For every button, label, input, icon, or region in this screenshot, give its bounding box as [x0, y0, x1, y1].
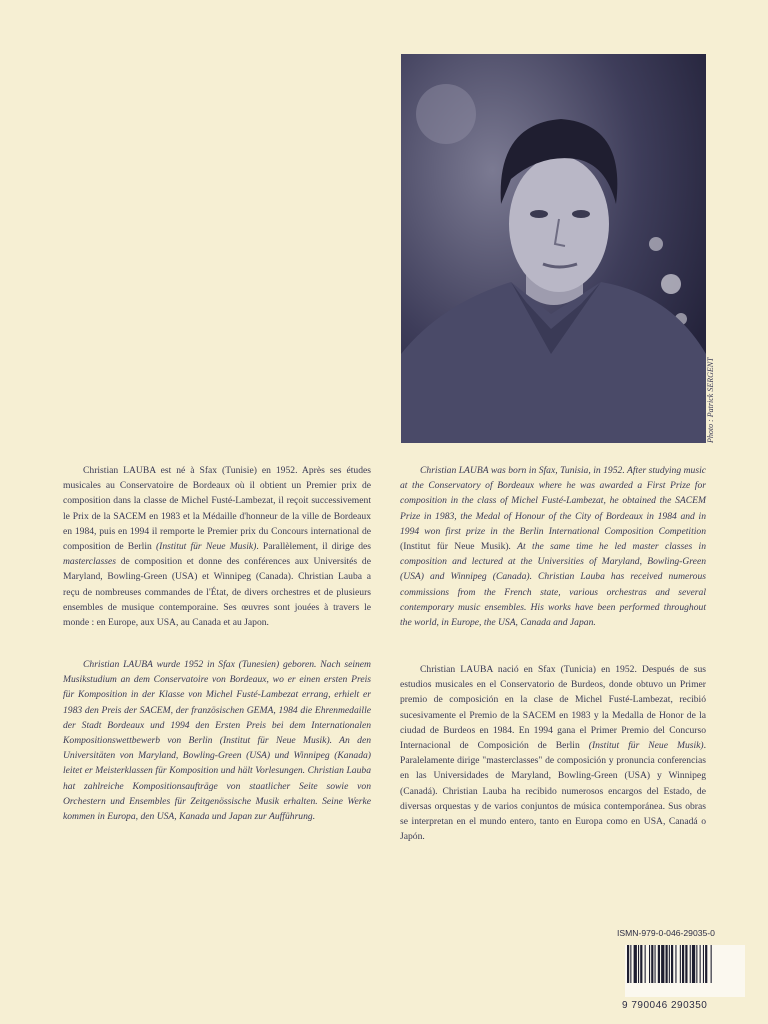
- barcode-bar: [692, 945, 695, 983]
- ismn-number: ISMN-979-0-046-29035-0: [617, 928, 715, 938]
- biography-spanish: [400, 662, 706, 844]
- bio-es-institute: (Institut für Neue Musik): [588, 740, 704, 752]
- barcode-bar: [627, 945, 629, 983]
- barcode-bar: [705, 945, 707, 983]
- bio-es-text-2: . Paralelamente dirige "masterclasses" de composición y pronuncia conferencias en las Universidades de Maryland, Bowling-Green (USA) y Winnipeg (Canadá). Christian Lauba ha recibido numerosos encargos del Estado, de diversas orquestas y de varios conjuntos de música contemporánea. Sus obras se interpretan en el mundo entero, tanto en Europa como en USA, Canadá o Japón.: [400, 740, 707, 843]
- biography-english-text: [400, 463, 706, 630]
- composer-portrait-photo: [401, 54, 706, 443]
- barcode-bar: [711, 945, 712, 983]
- biography-german-text: Christian LAUBA wurde 1952 in Sfax (Tunesien) geboren. Nach seinem Musikstudium an dem Conservatoire von Bordeaux, wo er einen ersten Preis für Komposition in der Klasse von Michel Fusté-Lambezat errang, erhielt er 1983 den Preis der SACEM, der französischen GEMA, 1984 die Ehrenmedaille der Stadt Bordeaux und 1994 den Ersten Preis bei dem Internationalen Kompositionswettbewerb von Berlin (Institut für Neue Musik). An den Universitäten von Maryland, Bowling-Green (USA) und Winnipeg (Kanada) leitet er Meisterklassen für Komposition und hält Vorlesungen. Christian Lauba hat zahlreiche Kompositionsaufträge von staatlicher Seite sowie von Orchestern und Ensembles für Zeitgenössische Musik erhalten. Seine Werke kommen in Europa, den USA, Kanada und Japan zur Aufführung.: [63, 659, 371, 823]
- bio-fr-masterclasses: masterclasses: [63, 556, 116, 568]
- barcode: [625, 945, 745, 997]
- biography-german: [63, 657, 371, 824]
- portrait-illustration: [401, 54, 706, 443]
- barcode-bar: [655, 945, 656, 983]
- barcode-bar: [651, 945, 653, 983]
- barcode-bar: [649, 945, 650, 983]
- barcode-bar: [666, 945, 668, 983]
- barcode-bar: [700, 945, 701, 983]
- photo-credit: Photo : Patrick SERGENT: [706, 357, 715, 443]
- barcode-bar: [685, 945, 687, 983]
- barcode-bar: [645, 945, 646, 983]
- bio-fr-text-3: de composition et donne des conférences aux Universités de Maryland, Bowling-Green (USA) et Winnipeg (Canada). Christian Lauba a reçu de nombreuses commandes de l'État, de divers orchestres et de plusieurs ensembles de musique contemporaine. Ses œuvres sont jouées à travers le monde : en Europe, aux USA, au Canada et au Japon.: [63, 556, 371, 629]
- bio-en-institute: (Institut für Neue Musik): [400, 541, 509, 553]
- biography-french: [63, 463, 371, 630]
- barcode-bar: [658, 945, 660, 983]
- barcode-bar: [682, 945, 684, 983]
- bio-en-text-2: . At the same time he led master classes in composition and lectured at the Universities of Maryland, Bowling-Green (USA) and Winnipeg (Canada). Christian Lauba has received numerous commissions from the French state, various orchestras and several contemporary music ensembles. His works have been performed throughout the world, in Europe, the USA, Canada and Japan.: [400, 541, 706, 629]
- bio-en-text-1: Christian LAUBA was born in Sfax, Tunisia, in 1952. After studying music at the Conservatory of Bordeaux where he was awarded a First Prize for composition in the class of Michel Fusté-Lambezat, he obtained the SACEM Prize in 1983, the Medal of Honour of the City of Bordeaux in 1984 and in 1994 won first prize in the Berlin International Composition Competition: [400, 465, 706, 537]
- biography-french-text: [63, 463, 371, 630]
- barcode-bar: [661, 945, 664, 983]
- barcode-bar: [675, 945, 676, 983]
- barcode-bar: [696, 945, 697, 983]
- barcode-bar: [671, 945, 673, 983]
- bio-fr-text-1: Christian LAUBA est né à Sfax (Tunisie) en 1952. Après ses études musicales au Conservatoire de Bordeaux où il obtient un Premier prix de composition dans la classe de Michel Fusté-Lambezat, il reçoit successivement le Prix de la SACEM en 1983 et la Médaille d'honneur de la ville de Bordeaux en 1984, puis en 1994 il remporte le Premier prix du Concours international de composition de Berlin: [63, 465, 371, 553]
- barcode-bar: [630, 945, 631, 983]
- bio-fr-institute: (Institut für Neue Musik): [155, 541, 257, 553]
- barcode-digits: 9 790046 290350: [622, 1000, 708, 1011]
- barcode-bar: [690, 945, 691, 983]
- barcode-bar: [640, 945, 642, 983]
- barcode-bar: [634, 945, 637, 983]
- barcode-bar: [703, 945, 704, 983]
- biography-spanish-text: [400, 662, 706, 844]
- barcode-bar: [680, 945, 681, 983]
- bio-es-text-1: Christian LAUBA nació en Sfax (Tunicia) en 1952. Después de sus estudios musicales en el Conservatorio de Burdeos, donde obtuvo un Primer premio de composición en la clase de Michel Fusté-Lambezat, recibió sucesivamente el Premio de la SACEM en 1983 y la Medalla de Honor de la ciudad de Burdeos en 1984. En 1994 gana el Primer Premio del Concurso Internacional de Composición de Berlin: [400, 664, 706, 752]
- barcode-bar: [638, 945, 639, 983]
- bio-fr-text-2: . Parallèlement, il dirige des: [256, 541, 371, 553]
- barcode-bars: [625, 945, 745, 983]
- barcode-bar: [669, 945, 670, 983]
- biography-english: [400, 463, 706, 630]
